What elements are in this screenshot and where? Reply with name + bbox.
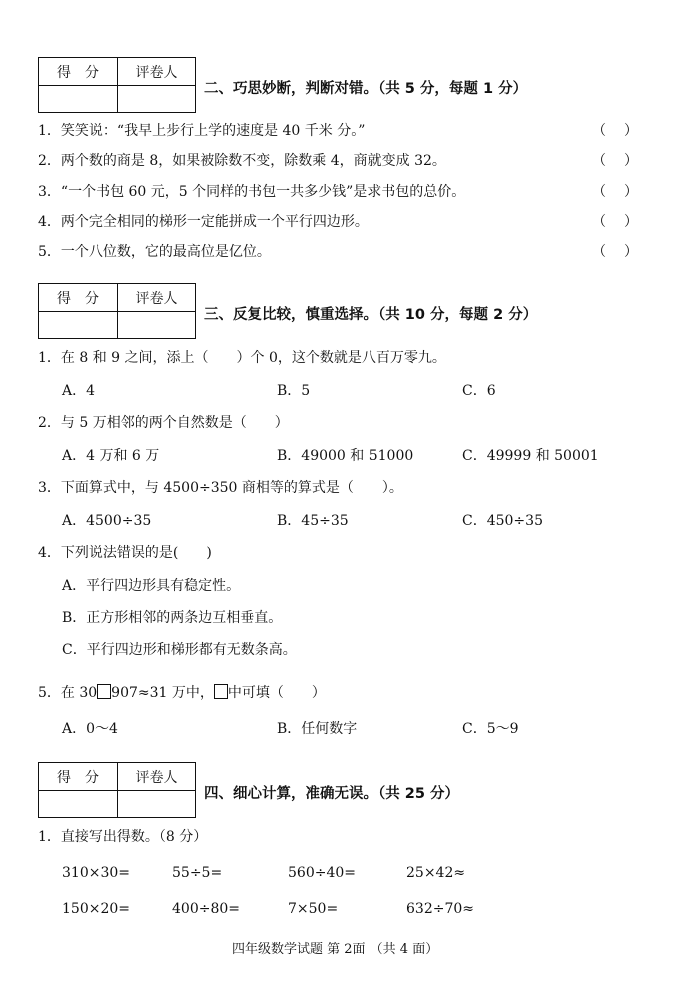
answer-paren-5[interactable]: （ ） [592, 244, 638, 260]
calc-item: 310×30= [62, 865, 130, 881]
score-label: 得 分 [39, 763, 118, 790]
calc-item: 7×50= [288, 901, 339, 917]
section2-title: 二、巧思妙断，判断对错。（共 5 分，每题 1 分） [204, 81, 528, 97]
q2-option-a[interactable]: A．4 万和 6 万 [62, 448, 160, 464]
q2-option-c[interactable]: C．49999 和 50001 [462, 448, 599, 464]
calc-q1: 1．直接写出得数。（8 分） [38, 829, 208, 845]
choice-q3: 3．下面算式中，与 4500÷350 商相等的算式是（ ）。 [38, 480, 403, 496]
choice-q4: 4．下列说法错误的是( ) [38, 545, 212, 561]
answer-paren-3[interactable]: （ ） [592, 184, 638, 200]
score-table [38, 762, 196, 818]
q2-option-b[interactable]: B．49000 和 51000 [277, 448, 414, 464]
calc-item: 25×42≈ [406, 865, 466, 881]
score-table [38, 283, 196, 339]
q4-option-b[interactable]: B．正方形相邻的两条边互相垂直。 [62, 610, 283, 626]
q1-option-b[interactable]: B．5 [277, 383, 311, 399]
grader-label: 评卷人 [135, 769, 178, 786]
score-input[interactable] [39, 790, 118, 817]
grader-input[interactable] [118, 790, 195, 817]
digit-box [214, 684, 228, 699]
score-input[interactable] [39, 311, 118, 338]
tf-item-1: 1．笑笑说：“我早上步行上学的速度是 40 千米 分。” [38, 123, 366, 139]
q1-option-a[interactable]: A．4 [62, 383, 96, 399]
answer-paren-2[interactable]: （ ） [592, 153, 638, 169]
score-input[interactable] [39, 85, 118, 112]
tf-item-4: 4．两个完全相同的梯形一定能拼成一个平行四边形。 [38, 214, 369, 230]
score-label: 得 分 [39, 284, 118, 311]
tf-item-5: 5．一个八位数，它的最高位是亿位。 [38, 244, 271, 260]
answer-paren-1[interactable]: （ ） [592, 123, 638, 139]
section3-title: 三、反复比较，慎重选择。（共 10 分，每题 2 分） [204, 307, 538, 323]
q1-option-c[interactable]: C．6 [462, 383, 496, 399]
q3-option-c[interactable]: C．450÷35 [462, 513, 543, 529]
q3-option-a[interactable]: A．4500÷35 [62, 513, 152, 529]
grader-label: 评卷人 [135, 64, 178, 81]
tf-item-2: 2．两个数的商是 8，如果被除数不变，除数乘 4，商就变成 32。 [38, 153, 446, 169]
grader-input[interactable] [118, 85, 195, 112]
choice-q5: 5．在 30 907≈31 万中， 中可填（ ） [38, 685, 326, 701]
score-label: 得 分 [39, 58, 118, 85]
q3-option-b[interactable]: B．45÷35 [277, 513, 349, 529]
q5-option-a[interactable]: A．0～4 [62, 721, 118, 737]
choice-q2: 2．与 5 万相邻的两个自然数是（ ） [38, 415, 289, 431]
choice-q1: 1．在 8 和 9 之间，添上（ ）个 0，这个数就是八百万零九。 [38, 350, 446, 366]
page-footer: 四年级数学试题 第 2面 （共 4 面） [232, 942, 439, 957]
calc-item: 55÷5= [172, 865, 223, 881]
calc-item: 400÷80= [172, 901, 240, 917]
digit-box[interactable] [97, 684, 111, 699]
q5-option-c[interactable]: C．5～9 [462, 721, 519, 737]
calc-item: 632÷70≈ [406, 901, 474, 917]
calc-item: 560÷40= [288, 865, 356, 881]
calc-item: 150×20= [62, 901, 130, 917]
score-table [38, 57, 196, 113]
q4-option-a[interactable]: A．平行四边形具有稳定性。 [62, 578, 241, 594]
section4-title: 四、细心计算，准确无误。（共 25 分） [204, 786, 460, 802]
tf-item-3: 3．“一个书包 60 元，5 个同样的书包一共多少钱”是求书包的总价。 [38, 184, 466, 200]
q5-option-b[interactable]: B．任何数字 [277, 721, 358, 737]
q4-option-c[interactable]: C．平行四边形和梯形都有无数条高。 [62, 642, 297, 658]
grader-input[interactable] [118, 311, 195, 338]
grader-label: 评卷人 [135, 290, 178, 307]
answer-paren-4[interactable]: （ ） [592, 214, 638, 230]
